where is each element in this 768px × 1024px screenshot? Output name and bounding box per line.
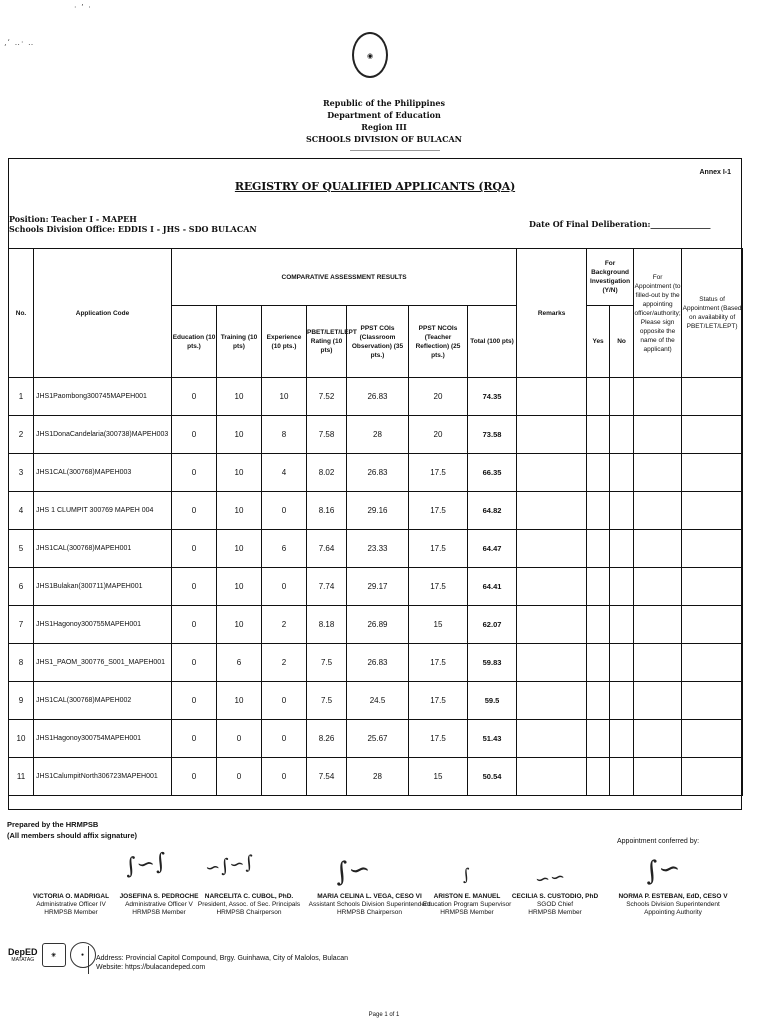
cell-pbet-rating: 8.26 [307,720,347,758]
cell-application-code: JHS1Paombong300745MAPEH001 [34,378,172,416]
signatory [189,893,309,917]
cell-for-appointment [634,530,682,568]
cell-no: 8 [9,644,34,682]
header-education: Education (10 pts.) [172,306,217,378]
deped-wordmark: DepED [8,947,38,957]
cell-experience: 2 [262,644,307,682]
deliberation-label: Date Of Final Deliberation:_______________ [529,219,711,229]
annex-label: Annex I-1 [699,169,731,176]
signatory [500,893,610,917]
cell-pbet-rating: 8.18 [307,606,347,644]
signatory-role: Schools Division Superintendent [626,901,720,908]
cell-total: 59.83 [468,644,517,682]
cell-bg-yes [587,378,610,416]
cell-application-code: JHS1CAL(300768)MAPEH003 [34,454,172,492]
cell-education: 0 [172,416,217,454]
deped-matatag-logo [8,947,38,963]
cell-training: 10 [217,416,262,454]
header-for-appointment: For Appointment (to filled-out by the appointing officer/authority; Please sign opposite the name of the applicant) [634,249,682,378]
cell-total: 74.35 [468,378,517,416]
cell-pbet-rating: 7.58 [307,416,347,454]
cell-total: 64.82 [468,492,517,530]
cell-pbet-rating: 7.64 [307,530,347,568]
cell-ppst-ncoi: 17.5 [409,682,468,720]
bagong-pilipinas-logo: ☀ [42,943,66,967]
signatory-committee: Appointing Authority [644,909,702,916]
cell-status-appointment [682,568,743,606]
header-comparative-assessment: COMPARATIVE ASSESSMENT RESULTS [172,249,517,306]
handwritten-signature: ∫∽ [643,852,683,888]
footer-contact [96,954,348,972]
cell-pbet-rating: 7.74 [307,568,347,606]
cell-ppst-ncoi: 15 [409,606,468,644]
matatag-wordmark: MATATAG [11,957,35,963]
cell-total: 73.58 [468,416,517,454]
scan-mark: · ’ · [74,3,92,12]
signatory-committee: HRMPSB Member [44,909,98,916]
signatory-role: Administrative Officer IV [36,901,106,908]
cell-pbet-rating: 7.5 [307,644,347,682]
cell-experience: 0 [262,682,307,720]
handwritten-signature: ∫ [460,864,472,885]
cell-education: 0 [172,454,217,492]
cell-for-appointment [634,644,682,682]
letterhead-line: Region III [361,122,407,132]
table-row [9,454,743,492]
footer-divider [88,946,89,974]
cell-total: 50.54 [468,758,517,796]
cell-education: 0 [172,644,217,682]
cell-training: 10 [217,606,262,644]
cell-ppst-ncoi: 20 [409,416,468,454]
cell-remarks [517,492,587,530]
header-pbet-rating: PBET/LET/LEPT Rating (10 pts) [307,306,347,378]
cell-education: 0 [172,492,217,530]
table-row [9,682,743,720]
cell-no: 6 [9,568,34,606]
cell-experience: 0 [262,568,307,606]
cell-no: 4 [9,492,34,530]
cell-pbet-rating: 7.52 [307,378,347,416]
handwritten-signature: ∽∫∽∫ [203,851,256,880]
signatory-name: VICTORIA O. MADRIGAL [32,893,110,900]
cell-no: 2 [9,416,34,454]
cell-remarks [517,416,587,454]
header-yes: Yes [587,306,610,378]
cell-bg-no [610,492,634,530]
cell-status-appointment [682,530,743,568]
cell-remarks [517,530,587,568]
prepared-by-note: (All members should affix signature) [7,831,138,840]
cell-training: 10 [217,530,262,568]
cell-application-code: JHS1CalumpitNorth306723MAPEH001 [34,758,172,796]
cell-education: 0 [172,530,217,568]
signatory-committee: HRMPSB Member [440,909,494,916]
handwritten-signature: ∫∽∫ [123,849,168,880]
footer-logos [8,942,96,968]
footer-website: Website: https://bulacandeped.com [96,964,206,971]
cell-for-appointment [634,416,682,454]
cell-no: 1 [9,378,34,416]
cell-remarks [517,454,587,492]
cell-status-appointment [682,758,743,796]
cell-remarks [517,758,587,796]
header-remarks: Remarks [517,249,587,378]
signatory [608,893,738,917]
cell-application-code: JHS1CAL(300768)MAPEH002 [34,682,172,720]
letterhead-line: Department of Education [327,110,441,120]
conferred-label: Appointment conferred by: [617,838,700,845]
header-training: Training (10 pts) [217,306,262,378]
cell-education: 0 [172,568,217,606]
cell-ppst-coi: 23.33 [347,530,409,568]
signatory-committee: HRMPSB Member [132,909,186,916]
signatory-role: SGOD Chief [536,901,574,908]
header-application-code: Application Code [34,249,172,378]
cell-for-appointment [634,378,682,416]
cell-ppst-ncoi: 17.5 [409,492,468,530]
cell-total: 51.43 [468,720,517,758]
header-experience: Experience (10 pts.) [262,306,307,378]
cell-bg-yes [587,606,610,644]
cell-ppst-ncoi: 15 [409,758,468,796]
cell-experience: 0 [262,758,307,796]
table-row [9,530,743,568]
header-total: Total (100 pts) [468,306,517,378]
header-no-bg: No [610,306,634,378]
scan-mark: ‚‘ ‥· ‥ [4,38,35,47]
table-row [9,758,743,796]
cell-for-appointment [634,606,682,644]
cell-status-appointment [682,454,743,492]
cell-bg-no [610,606,634,644]
signatory-role: Assistant Schools Division Superintendent [308,901,431,908]
cell-bg-yes [587,492,610,530]
header-no: No. [9,249,34,378]
cell-bg-yes [587,416,610,454]
cell-bg-no [610,682,634,720]
cell-bg-no [610,530,634,568]
cell-bg-no [610,720,634,758]
deped-seal-logo: ◉ [352,32,388,78]
cell-for-appointment [634,492,682,530]
cell-bg-yes [587,720,610,758]
cell-remarks [517,720,587,758]
cell-application-code: JHS1DonaCandelaria(300738)MAPEH003 [34,416,172,454]
cell-pbet-rating: 8.16 [307,492,347,530]
cell-total: 64.47 [468,530,517,568]
cell-bg-yes [587,758,610,796]
cell-bg-no [610,378,634,416]
cell-training: 10 [217,454,262,492]
header-ppst-ncoi: PPST NCOIs (Teacher Reflection) (25 pts.) [409,306,468,378]
signatory-role: Education Program Supervisor [422,901,512,908]
table-row [9,416,743,454]
letterhead [234,97,534,145]
signatory-name: MARIA CELINA L. VEGA, CESO VI [317,893,422,900]
cell-bg-yes [587,530,610,568]
cell-pbet-rating: 7.54 [307,758,347,796]
cell-bg-no [610,758,634,796]
cell-ppst-coi: 26.83 [347,644,409,682]
cell-ppst-coi: 26.89 [347,606,409,644]
cell-for-appointment [634,758,682,796]
cell-application-code: JHS1CAL(300768)MAPEH001 [34,530,172,568]
signatory-name: JOSEFINA S. PEDROCHE [119,893,199,900]
signatory-role: President, Assoc. of Sec. Principals [197,901,301,908]
cell-bg-yes [587,568,610,606]
cell-ppst-coi: 29.16 [347,492,409,530]
cell-no: 5 [9,530,34,568]
cell-application-code: JHS1Hagonoy300754MAPEH001 [34,720,172,758]
cell-for-appointment [634,720,682,758]
cell-no: 10 [9,720,34,758]
cell-bg-yes [587,644,610,682]
cell-ppst-ncoi: 17.5 [409,454,468,492]
cell-bg-no [610,416,634,454]
cell-ppst-coi: 28 [347,416,409,454]
signatory-name: ARISTON E. MANUEL [433,893,501,900]
sdo-bulacan-seal-logo: ● [70,942,96,968]
header-background-investigation: For Background Investigation (Y/N) [587,249,634,306]
cell-status-appointment [682,682,743,720]
cell-experience: 0 [262,492,307,530]
cell-education: 0 [172,758,217,796]
cell-education: 0 [172,378,217,416]
table-row [9,568,743,606]
cell-bg-no [610,454,634,492]
cell-bg-no [610,568,634,606]
cell-ppst-ncoi: 20 [409,378,468,416]
cell-experience: 4 [262,454,307,492]
rqa-title: REGISTRY OF QUALIFIED APPLICANTS (RQA) [234,180,516,193]
signatory-committee: HRMPSB Chairperson [216,909,282,916]
cell-application-code: JHS1Hagonoy300755MAPEH001 [34,606,172,644]
cell-training: 10 [217,568,262,606]
cell-for-appointment [634,568,682,606]
signatory-committee: HRMPSB Member [528,909,582,916]
cell-training: 10 [217,492,262,530]
cell-ppst-coi: 24.5 [347,682,409,720]
cell-no: 11 [9,758,34,796]
signatory-name: CECILIA S. CUSTODIO, PhD [511,893,599,900]
prepared-by-block [7,819,137,841]
cell-no: 3 [9,454,34,492]
cell-training: 10 [217,378,262,416]
cell-status-appointment [682,606,743,644]
signatory-name: NORMA P. ESTEBAN, EdD, CESO V [618,893,728,900]
cell-remarks [517,378,587,416]
cell-ppst-coi: 25.67 [347,720,409,758]
rqa-table [8,248,743,796]
cell-status-appointment [682,416,743,454]
cell-ppst-ncoi: 17.5 [409,644,468,682]
cell-status-appointment [682,378,743,416]
office-label: Schools Division Office: EDDIS I - JHS - SDO BULACAN [9,224,257,234]
cell-remarks [517,682,587,720]
cell-status-appointment [682,492,743,530]
position-label: Position: Teacher I - MAPEH [9,214,137,224]
letterhead-line: SCHOOLS DIVISION OF BULACAN [306,134,462,144]
letterhead-rule [350,150,440,151]
cell-no: 9 [9,682,34,720]
cell-total: 64.41 [468,568,517,606]
cell-application-code: JHS 1 CLUMPIT 300769 MAPEH 004 [34,492,172,530]
letterhead-line: Republic of the Philippines [322,98,445,108]
cell-no: 7 [9,606,34,644]
handwritten-signature: ∫∽ [333,853,373,889]
cell-education: 0 [172,682,217,720]
cell-total: 62.07 [468,606,517,644]
cell-ppst-ncoi: 17.5 [409,530,468,568]
rqa-table-body [9,378,743,796]
page-number: Page 1 of 1 [368,1012,400,1018]
signatory-name: NARCELITA C. CUBOL, PhD. [204,893,294,900]
cell-bg-yes [587,454,610,492]
signatory-role: Administrative Officer V [125,901,193,908]
cell-for-appointment [634,682,682,720]
cell-experience: 6 [262,530,307,568]
cell-ppst-coi: 26.83 [347,378,409,416]
cell-training: 10 [217,682,262,720]
cell-experience: 0 [262,720,307,758]
cell-for-appointment [634,454,682,492]
cell-total: 66.35 [468,454,517,492]
table-row [9,644,743,682]
signatory-committee: HRMPSB Chairperson [336,909,403,916]
cell-training: 6 [217,644,262,682]
cell-ppst-coi: 26.83 [347,454,409,492]
cell-training: 0 [217,720,262,758]
cell-status-appointment [682,720,743,758]
cell-experience: 8 [262,416,307,454]
cell-bg-no [610,644,634,682]
table-row [9,720,743,758]
prepared-by-label: Prepared by the HRMPSB [7,820,99,829]
table-row [9,606,743,644]
cell-ppst-ncoi: 17.5 [409,568,468,606]
table-row [9,492,743,530]
cell-application-code: JHS1Bulakan(300711)MAPEH001 [34,568,172,606]
cell-bg-yes [587,682,610,720]
header-ppst-coi: PPST COIs (Classroom Observation) (35 pts.) [347,306,409,378]
cell-ppst-ncoi: 17.5 [409,720,468,758]
footer-address: Address: Provincial Capitol Compound, Brgy. Guinhawa, City of Malolos, Bulacan [96,955,348,962]
cell-education: 0 [172,606,217,644]
cell-remarks [517,644,587,682]
cell-training: 0 [217,758,262,796]
cell-pbet-rating: 8.02 [307,454,347,492]
cell-experience: 2 [262,606,307,644]
cell-ppst-coi: 28 [347,758,409,796]
cell-remarks [517,606,587,644]
cell-education: 0 [172,720,217,758]
handwritten-signature: ∽∽ [533,866,567,891]
cell-total: 59.5 [468,682,517,720]
cell-application-code: JHS1_PAOM_300776_S001_MAPEH001 [34,644,172,682]
cell-remarks [517,568,587,606]
table-row [9,378,743,416]
header-status-appointment: Status of Appointment (Based on availability of PBET/LET/LEPT) [682,249,743,378]
cell-ppst-coi: 29.17 [347,568,409,606]
cell-status-appointment [682,644,743,682]
cell-experience: 10 [262,378,307,416]
cell-pbet-rating: 7.5 [307,682,347,720]
